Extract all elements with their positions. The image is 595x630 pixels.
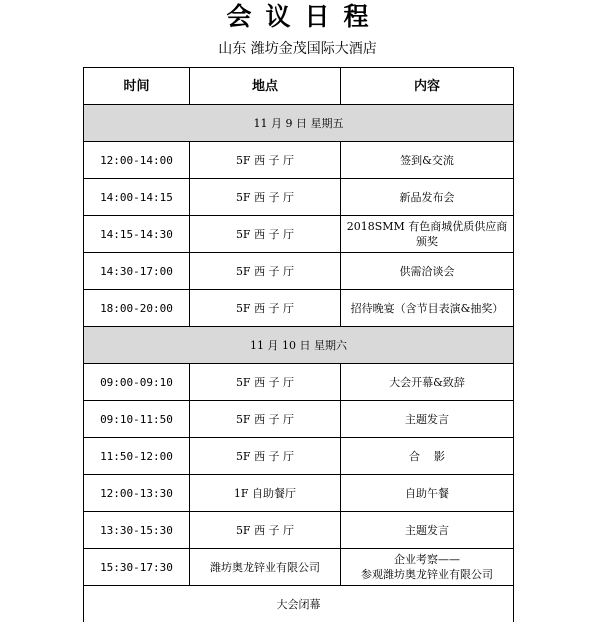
time-cell: 18:00-20:00	[84, 290, 190, 327]
table-row	[84, 179, 514, 216]
table-row	[84, 290, 514, 327]
table-row	[84, 549, 514, 586]
content-cell: 合 影	[341, 438, 514, 475]
time-cell: 15:30-17:30	[84, 549, 190, 586]
place-cell: 5F 西 子 厅	[190, 253, 341, 290]
place-cell: 5F 西 子 厅	[190, 142, 341, 179]
day-row	[84, 105, 514, 142]
closing-label: 大会闭幕	[84, 586, 514, 623]
time-cell: 14:15-14:30	[84, 216, 190, 253]
table-row	[84, 401, 514, 438]
content-line-1: 企业考察——	[394, 553, 460, 566]
time-cell: 14:30-17:00	[84, 253, 190, 290]
schedule-table	[83, 67, 514, 622]
venue-subtitle: 山东 潍坊金茂国际大酒店	[218, 41, 377, 57]
time-cell: 12:00-14:00	[84, 142, 190, 179]
time-cell: 12:00-13:30	[84, 475, 190, 512]
place-cell: 5F 西 子 厅	[190, 364, 341, 401]
table-row	[84, 216, 514, 253]
table-row	[84, 253, 514, 290]
day-label: 11 月 9 日 星期五	[84, 105, 514, 142]
table-row	[84, 142, 514, 179]
place-cell: 5F 西 子 厅	[190, 179, 341, 216]
table-row	[84, 475, 514, 512]
header-time: 时间	[84, 68, 190, 105]
place-cell: 潍坊奥龙锌业有限公司	[190, 549, 341, 586]
content-cell	[341, 549, 514, 586]
place-cell: 5F 西 子 厅	[190, 216, 341, 253]
place-cell: 1F 自助餐厅	[190, 475, 341, 512]
time-cell: 11:50-12:00	[84, 438, 190, 475]
content-cell: 供需洽谈会	[341, 253, 514, 290]
time-cell: 09:10-11:50	[84, 401, 190, 438]
content-line-2: 参观潍坊奥龙锌业有限公司	[361, 568, 493, 581]
content-cell: 主题发言	[341, 512, 514, 549]
content-cell: 签到&交流	[341, 142, 514, 179]
content-cell: 自助午餐	[341, 475, 514, 512]
time-cell: 13:30-15:30	[84, 512, 190, 549]
table-row	[84, 512, 514, 549]
content-cell: 2018SMM 有色商城优质供应商颁奖	[341, 216, 514, 253]
day-label: 11 月 10 日 星期六	[84, 327, 514, 364]
time-cell: 09:00-09:10	[84, 364, 190, 401]
header-place: 地点	[190, 68, 341, 105]
table-header-row	[84, 68, 514, 105]
time-cell: 14:00-14:15	[84, 179, 190, 216]
place-cell: 5F 西 子 厅	[190, 438, 341, 475]
place-cell: 5F 西 子 厅	[190, 512, 341, 549]
table-row	[84, 438, 514, 475]
content-cell: 大会开幕&致辞	[341, 364, 514, 401]
content-cell: 新品发布会	[341, 179, 514, 216]
place-cell: 5F 西 子 厅	[190, 290, 341, 327]
place-cell: 5F 西 子 厅	[190, 401, 341, 438]
page-title: 会议日程	[226, 2, 383, 31]
closing-row	[84, 586, 514, 623]
day-row	[84, 327, 514, 364]
table-row	[84, 364, 514, 401]
content-cell: 招待晚宴（含节目表演&抽奖）	[341, 290, 514, 327]
content-cell: 主题发言	[341, 401, 514, 438]
header-content: 内容	[341, 68, 514, 105]
